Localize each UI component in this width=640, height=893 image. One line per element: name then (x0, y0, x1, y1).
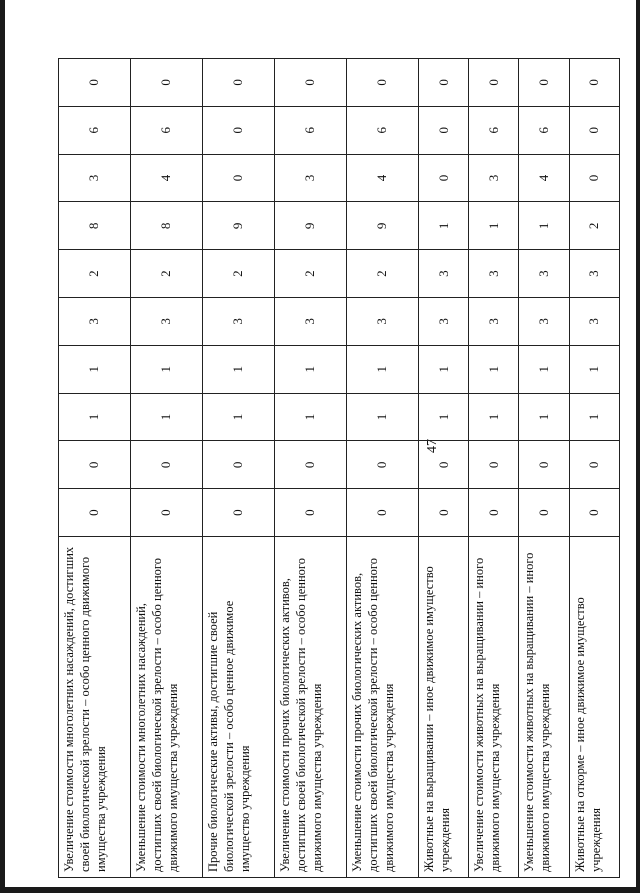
code-digit-cell: 0 (418, 441, 468, 489)
code-digit-cell: 3 (469, 298, 519, 346)
code-digit-cell: 0 (569, 106, 619, 154)
code-digit-cell: 1 (59, 393, 131, 441)
code-digit-cell: 6 (346, 106, 418, 154)
table-row (569, 59, 619, 878)
code-digit-cell: 0 (346, 489, 418, 537)
code-digit-cell: 3 (130, 298, 202, 346)
code-digit-cell: 9 (202, 202, 274, 250)
code-digit-cell: 3 (469, 250, 519, 298)
code-digit-cell: 0 (202, 106, 274, 154)
code-digit-cell: 0 (202, 489, 274, 537)
code-digit-cell: 0 (469, 59, 519, 107)
code-digit-cell: 0 (202, 154, 274, 202)
code-digit-cell: 1 (274, 345, 346, 393)
scan-edge-bottom (0, 887, 640, 893)
code-digit-cell: 4 (346, 154, 418, 202)
code-digit-cell: 3 (569, 298, 619, 346)
code-digit-cell: 4 (519, 154, 569, 202)
table-row (130, 59, 202, 878)
code-digit-cell: 2 (569, 202, 619, 250)
code-digit-cell: 3 (274, 298, 346, 346)
table-row (59, 59, 131, 878)
code-digit-cell: 1 (418, 202, 468, 250)
code-digit-cell: 1 (469, 393, 519, 441)
table-row (469, 59, 519, 878)
code-digit-cell: 1 (346, 393, 418, 441)
table-row (519, 59, 569, 878)
account-name-cell: Увеличение стоимости многолетних насаждений, достигших своей биологической зрелости – особо ценного движимого имущества учреждения (59, 537, 131, 878)
account-name-cell: Прочие биологические активы, достигшие своей биологической зрелости – особо ценное движимое имущество учреждения (202, 537, 274, 878)
account-name-cell: Уменьшение стоимости прочих биологических активов, достигших своей биологической зрелости – особо ценного движимого имущества учреждения (346, 537, 418, 878)
code-digit-cell: 0 (59, 59, 131, 107)
code-digit-cell: 1 (274, 393, 346, 441)
code-digit-cell: 0 (519, 489, 569, 537)
code-digit-cell: 1 (130, 345, 202, 393)
code-digit-cell: 3 (418, 250, 468, 298)
account-name-cell: Увеличение стоимости прочих биологических активов, достигших своей биологической зрелости – особо ценного движимого имущества учреждения (274, 537, 346, 878)
code-digit-cell: 1 (346, 345, 418, 393)
account-name-cell: Увеличение стоимости животных на выращивании – иного движимого имущества учреждения (469, 537, 519, 878)
code-digit-cell: 0 (202, 59, 274, 107)
code-digit-cell: 3 (346, 298, 418, 346)
code-digit-cell: 1 (569, 345, 619, 393)
page-number: 47 (425, 439, 440, 453)
code-digit-cell: 0 (59, 489, 131, 537)
code-digit-cell: 1 (519, 345, 569, 393)
code-digit-cell: 9 (346, 202, 418, 250)
code-digit-cell: 6 (519, 106, 569, 154)
code-digit-cell: 2 (202, 250, 274, 298)
code-digit-cell: 2 (59, 250, 131, 298)
code-digit-cell: 0 (59, 441, 131, 489)
account-name-cell: Уменьшение стоимости животных на выращивании – иного движимого имущества учреждения (519, 537, 569, 878)
table-row (202, 59, 274, 878)
scan-edge-left (0, 0, 5, 893)
account-codes-table-container (58, 58, 620, 878)
code-digit-cell: 2 (274, 250, 346, 298)
code-digit-cell: 6 (59, 106, 131, 154)
code-digit-cell: 1 (469, 345, 519, 393)
code-digit-cell: 1 (469, 202, 519, 250)
code-digit-cell: 3 (519, 250, 569, 298)
code-digit-cell: 3 (59, 154, 131, 202)
account-name-cell: Уменьшение стоимости многолетних насаждений, достигших своей биологической зрелости – особо ценного движимого имущества учреждения (130, 537, 202, 878)
code-digit-cell: 0 (418, 59, 468, 107)
code-digit-cell: 0 (569, 489, 619, 537)
code-digit-cell: 3 (202, 298, 274, 346)
code-digit-cell: 0 (418, 489, 468, 537)
code-digit-cell: 3 (469, 154, 519, 202)
code-digit-cell: 6 (274, 106, 346, 154)
code-digit-cell: 0 (346, 59, 418, 107)
code-digit-cell: 1 (202, 345, 274, 393)
account-codes-table (58, 58, 620, 878)
code-digit-cell: 0 (346, 441, 418, 489)
code-digit-cell: 0 (569, 441, 619, 489)
code-digit-cell: 0 (519, 441, 569, 489)
code-digit-cell: 1 (59, 345, 131, 393)
code-digit-cell: 0 (469, 441, 519, 489)
code-digit-cell: 6 (130, 106, 202, 154)
code-digit-cell: 3 (519, 298, 569, 346)
code-digit-cell: 1 (418, 345, 468, 393)
account-name-cell: Животные на откорме – иное движимое имущество учреждения (569, 537, 619, 878)
code-digit-cell: 0 (469, 489, 519, 537)
code-digit-cell: 0 (130, 441, 202, 489)
code-digit-cell: 0 (274, 441, 346, 489)
code-digit-cell: 1 (130, 393, 202, 441)
code-digit-cell: 1 (519, 393, 569, 441)
code-digit-cell: 0 (418, 154, 468, 202)
account-name-cell: Животные на выращивании – иное движимое имущество учреждения (418, 537, 468, 878)
code-digit-cell: 2 (346, 250, 418, 298)
table-row (274, 59, 346, 878)
table-row (346, 59, 418, 878)
code-digit-cell: 3 (569, 250, 619, 298)
code-digit-cell: 0 (130, 489, 202, 537)
code-digit-cell: 1 (418, 393, 468, 441)
code-digit-cell: 4 (130, 154, 202, 202)
code-digit-cell: 1 (519, 202, 569, 250)
code-digit-cell: 0 (569, 154, 619, 202)
code-digit-cell: 0 (274, 59, 346, 107)
code-digit-cell: 0 (569, 59, 619, 107)
code-digit-cell: 8 (59, 202, 131, 250)
table-row (418, 59, 468, 878)
code-digit-cell: 0 (274, 489, 346, 537)
scan-edge-right (636, 0, 640, 893)
code-digit-cell: 0 (202, 441, 274, 489)
rotated-table (58, 58, 620, 878)
code-digit-cell: 0 (519, 59, 569, 107)
code-digit-cell: 1 (202, 393, 274, 441)
code-digit-cell: 2 (130, 250, 202, 298)
code-digit-cell: 0 (130, 59, 202, 107)
code-digit-cell: 1 (569, 393, 619, 441)
code-digit-cell: 0 (418, 106, 468, 154)
code-digit-cell: 6 (469, 106, 519, 154)
code-digit-cell: 9 (274, 202, 346, 250)
table-body (59, 59, 620, 878)
code-digit-cell: 3 (59, 298, 131, 346)
code-digit-cell: 8 (130, 202, 202, 250)
code-digit-cell: 3 (418, 298, 468, 346)
code-digit-cell: 3 (274, 154, 346, 202)
